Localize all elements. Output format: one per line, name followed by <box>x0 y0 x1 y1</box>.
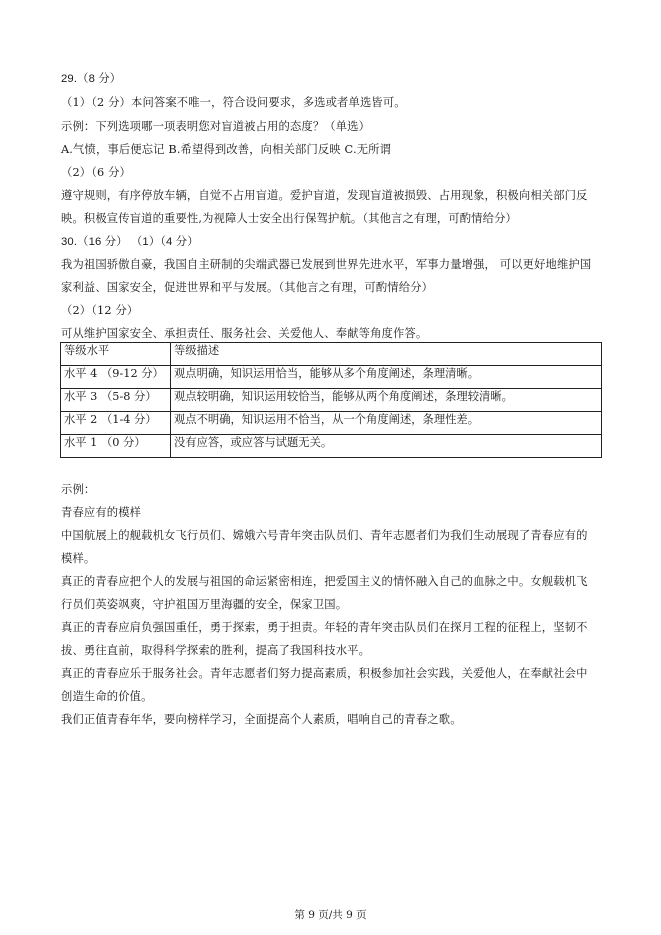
table-header-row <box>61 343 602 366</box>
table-header-cell: 等级描述 <box>171 343 602 366</box>
q30-answer-line-1: 我为祖国骄傲自豪，我国自主研制的尖端武器已发展到世界先进水平，军事力量增强， 可以更好地维护国 <box>61 258 592 271</box>
table-row <box>61 366 602 389</box>
essay-line: 创造生命的价值。 <box>61 690 153 703</box>
level-cell: 水平 3 （5-8 分） <box>61 389 171 412</box>
table-row <box>61 435 602 458</box>
page-footer: 第 9 页/共 9 页 <box>294 909 367 921</box>
essay-line: 我们正值青春年华，要向榜样学习，全面提高个人素质，唱响自己的青春之歌。 <box>61 713 462 726</box>
essay-line: 行员们英姿飒爽，守护祖国万里海疆的安全，保家卫国。 <box>61 598 348 611</box>
description-cell: 观点明确，知识运用恰当，能够从多个角度阐述，条理清晰。 <box>171 366 602 389</box>
essay-line: 中国航展上的舰载机女飞行员们、嫦娥六号青年突击队员们、青年志愿者们为我们生动展现了青春应有的 <box>61 529 588 542</box>
q29-answer-line-1: 遵守规则，有序停放车辆，自觉不占用盲道。爱护盲道，发现盲道被损毁、占用现象，积极向相关部门反 <box>61 189 588 202</box>
level-cell: 水平 4 （9-12 分） <box>61 366 171 389</box>
table-row <box>61 412 602 435</box>
essay-title: 青春应有的模样 <box>61 506 142 519</box>
q29-example: 示例：下列选项哪一项表明您对盲道被占用的态度？（单选） <box>61 120 371 133</box>
q30-answer-line-2: 家利益、国家安全，促进世界和平与发展。（其他言之有理，可酌情给分） <box>61 281 434 294</box>
essay-line: 真正的青春应乐于服务社会。青年志愿者们努力提高素质，积极参加社会实践，关爱他人，在奉献社会中 <box>61 667 588 680</box>
essay-line: 拔、勇往直前，取得科学探索的胜利，提高了我国科技水平。 <box>61 644 371 657</box>
q29-header: 29.（8 分） <box>61 73 122 85</box>
grade-table <box>60 342 602 458</box>
q29-answer-line-2: 映。积极宣传盲道的重要性,为视障人士安全出行保驾护航。（其他言之有理，可酌情给分） <box>61 212 517 225</box>
q29-options: A.气愤，事后便忘记 B.希望得到改善，向相关部门反映 C.无所谓 <box>61 143 392 156</box>
table-row <box>61 389 602 412</box>
q30-intro: 可从维护国家安全、承担责任、服务社会、关爱他人、奉献等角度作答。 <box>61 327 428 340</box>
essay-line: 真正的青春应肩负强国重任，勇于探索，勇于担责。年轻的青年突击队员们在探月工程的征程上，坚韧不 <box>61 621 588 634</box>
description-cell: 没有应答，或应答与试题无关。 <box>171 435 602 458</box>
description-cell: 观点较明确，知识运用较恰当，能够从两个角度阐述，条理较清晰。 <box>171 389 602 412</box>
essay-label: 示例： <box>61 483 96 496</box>
q30-part2: （2）（12 分） <box>61 304 139 317</box>
essay-line: 模样。 <box>61 552 96 565</box>
description-cell: 观点不明确，知识运用不恰当，从一个角度阐述，条理性差。 <box>171 412 602 435</box>
table-header-cell: 等级水平 <box>61 343 171 366</box>
essay-line: 真正的青春应把个人的发展与祖国的命运紧密相连，把爱国主义的情怀融入自己的血脉之中。女舰载机飞 <box>61 575 588 588</box>
level-cell: 水平 1 （0 分） <box>61 435 171 458</box>
q29-part1: （1）（2 分）本问答案不唯一，符合设问要求，多选或者单选皆可。 <box>61 96 406 109</box>
level-cell: 水平 2 （1-4 分） <box>61 412 171 435</box>
q30-header: 30.（16 分） （1）（4 分） <box>61 236 199 248</box>
q29-part2: （2）（6 分） <box>61 166 132 179</box>
